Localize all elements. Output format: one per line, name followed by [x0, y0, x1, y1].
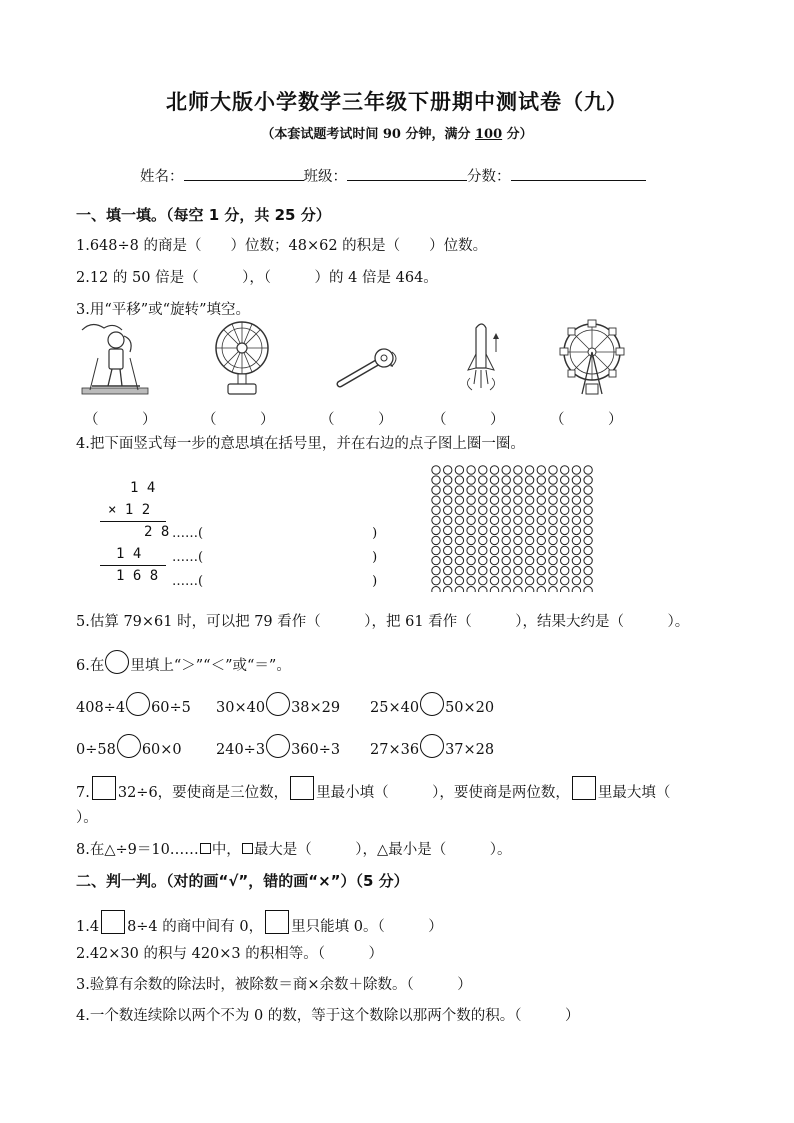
grid-dot[interactable] [549, 566, 557, 574]
grid-dot[interactable] [549, 587, 557, 592]
grid-dot[interactable] [572, 566, 580, 574]
class-label: 班级： [303, 169, 347, 185]
grid-dot[interactable] [537, 516, 545, 524]
grid-dot[interactable] [525, 516, 533, 524]
grid-dot[interactable] [572, 556, 580, 564]
grid-dot[interactable] [490, 476, 498, 484]
rocket-icon [456, 318, 506, 400]
grid-dot[interactable] [455, 587, 463, 592]
grid-dot[interactable] [537, 576, 545, 584]
grid-dot[interactable] [502, 486, 510, 494]
grid-dot[interactable] [444, 516, 452, 524]
grid-dot[interactable] [525, 496, 533, 504]
grid-dot[interactable] [561, 546, 569, 554]
question-1-1: 1.648÷8 的商是（ ）位数；48×62 的积是（ ）位数。 [76, 238, 488, 254]
grid-dot[interactable] [455, 476, 463, 484]
question-1-3: 3.用“平移”或“旋转”填空。 [76, 302, 250, 318]
grid-dot[interactable] [572, 576, 580, 584]
compare-item-5: 240÷3 360÷3 [216, 734, 340, 758]
grid-dot[interactable] [490, 566, 498, 574]
compare-circle-1[interactable] [126, 692, 150, 716]
grid-dot[interactable] [490, 466, 498, 474]
grid-dot[interactable] [467, 536, 475, 544]
grid-dot[interactable] [537, 556, 545, 564]
grid-dot[interactable] [467, 506, 475, 514]
grid-dot[interactable] [525, 466, 533, 474]
vertical-note-1[interactable]: ……( ) [172, 526, 378, 541]
q3-blank-3[interactable]: （ ） [320, 412, 393, 428]
grid-dot[interactable] [537, 526, 545, 534]
compare-item-4: 0÷58 60×0 [76, 734, 182, 758]
grid-dot[interactable] [561, 506, 569, 514]
grid-dot[interactable] [502, 466, 510, 474]
wrench-icon [334, 318, 404, 400]
grid-dot[interactable] [432, 486, 440, 494]
grid-dot[interactable] [514, 556, 522, 564]
grid-dot[interactable] [514, 526, 522, 534]
grid-dot[interactable] [432, 556, 440, 564]
grid-dot[interactable] [549, 476, 557, 484]
grid-dot[interactable] [584, 566, 592, 574]
grid-dot[interactable] [490, 536, 498, 544]
question-1-2: 2.12 的 50 倍是（ ），（ ）的 4 倍是 464。 [76, 270, 438, 286]
grid-dot[interactable] [455, 536, 463, 544]
vertical-row-3: 2 8 [144, 524, 170, 540]
grid-dot[interactable] [490, 546, 498, 554]
grid-dot[interactable] [467, 476, 475, 484]
grid-dot[interactable] [467, 566, 475, 574]
grid-dot[interactable] [549, 496, 557, 504]
grid-dot[interactable] [584, 476, 592, 484]
grid-dot[interactable] [561, 587, 569, 592]
grid-dot[interactable] [525, 587, 533, 592]
grid-dot[interactable] [572, 587, 580, 592]
grid-dot[interactable] [584, 466, 592, 474]
grid-dot[interactable] [561, 536, 569, 544]
grid-dot[interactable] [444, 476, 452, 484]
grid-dot[interactable] [444, 526, 452, 534]
grid-dot[interactable] [479, 506, 487, 514]
grid-dot[interactable] [490, 556, 498, 564]
grid-dot[interactable] [444, 466, 452, 474]
vertical-row-1: 1 4 [130, 480, 156, 496]
grid-dot[interactable] [549, 576, 557, 584]
student-info-row [140, 165, 646, 186]
grid-dot[interactable] [479, 466, 487, 474]
grid-dot[interactable] [514, 506, 522, 514]
grid-dot[interactable] [584, 587, 592, 592]
name-label: 姓名： [140, 169, 184, 185]
q3-blank-5[interactable]: （ ） [550, 412, 623, 428]
q2-1-box-1[interactable] [101, 910, 125, 934]
grid-dot[interactable] [561, 466, 569, 474]
grid-dot[interactable] [584, 496, 592, 504]
grid-dot[interactable] [467, 466, 475, 474]
grid-dot[interactable] [584, 506, 592, 514]
grid-dot[interactable] [572, 466, 580, 474]
grid-dot[interactable] [549, 486, 557, 494]
grid-dot[interactable] [514, 576, 522, 584]
score-label: 分数： [467, 169, 511, 185]
grid-dot[interactable] [444, 536, 452, 544]
grid-dot[interactable] [561, 516, 569, 524]
grid-dot[interactable] [444, 556, 452, 564]
grid-dot[interactable] [525, 566, 533, 574]
grid-dot[interactable] [514, 486, 522, 494]
compare-circle-sample [105, 650, 129, 674]
grid-dot[interactable] [455, 466, 463, 474]
grid-dot[interactable] [490, 526, 498, 534]
grid-dot[interactable] [572, 516, 580, 524]
grid-dot[interactable] [444, 566, 452, 574]
compare-item-2: 30×40 38×29 [216, 692, 340, 716]
grid-dot[interactable] [525, 576, 533, 584]
question-1-5: 5.估算 79×61 时，可以把 79 看作（ ），把 61 看作（ ），结果大约是（ ）。 [76, 614, 690, 630]
grid-dot[interactable] [479, 536, 487, 544]
grid-dot[interactable] [502, 546, 510, 554]
grid-dot[interactable] [467, 486, 475, 494]
grid-dot[interactable] [525, 546, 533, 554]
grid-dot[interactable] [537, 466, 545, 474]
grid-dot[interactable] [490, 576, 498, 584]
grid-dot[interactable] [561, 526, 569, 534]
grid-dot[interactable] [514, 536, 522, 544]
vertical-row-4: 1 4 [116, 546, 142, 562]
grid-dot[interactable] [549, 516, 557, 524]
question-1-7-cont: ）。 [76, 810, 98, 826]
q3-blank-4[interactable]: （ ） [432, 412, 505, 428]
q7-box-1[interactable] [92, 776, 116, 800]
grid-dot[interactable] [502, 506, 510, 514]
grid-dot[interactable] [455, 526, 463, 534]
grid-dot[interactable] [479, 546, 487, 554]
grid-dot[interactable] [502, 566, 510, 574]
vertical-note-3[interactable]: ……( ) [172, 574, 378, 589]
grid-dot[interactable] [502, 587, 510, 592]
grid-dot[interactable] [525, 476, 533, 484]
grid-dot[interactable] [584, 556, 592, 564]
q7-box-3 [572, 776, 596, 800]
grid-dot[interactable] [479, 526, 487, 534]
question-1-6: 6.在 里填上“＞”“＜”或“＝”。 [76, 650, 291, 675]
grid-dot[interactable] [479, 476, 487, 484]
compare-item-6: 27×36 37×28 [370, 734, 494, 758]
grid-dot[interactable] [444, 506, 452, 514]
grid-dot[interactable] [514, 587, 522, 592]
grid-dot[interactable] [537, 546, 545, 554]
question-1-7: 7. 32÷6，要使商是三位数， 里最小填（ ），要使商是两位数， 里最大填（ [76, 776, 670, 802]
grid-dot[interactable] [479, 587, 487, 592]
grid-dot[interactable] [455, 516, 463, 524]
grid-dot[interactable] [549, 526, 557, 534]
grid-dot[interactable] [549, 506, 557, 514]
grid-dot[interactable] [479, 516, 487, 524]
grid-dot[interactable] [432, 476, 440, 484]
grid-dot[interactable] [525, 486, 533, 494]
exam-subtitle: （本套试题考试时间 90 分钟，满分 100 分） [261, 127, 533, 142]
grid-dot[interactable] [444, 496, 452, 504]
section2-heading: 二、判一判。（对的画“√”，错的画“×”）（5 分） [76, 872, 409, 890]
grid-dot[interactable] [432, 516, 440, 524]
grid-dot[interactable] [537, 536, 545, 544]
grid-dot[interactable] [455, 546, 463, 554]
grid-dot[interactable] [549, 536, 557, 544]
grid-dot[interactable] [502, 476, 510, 484]
grid-dot[interactable] [479, 566, 487, 574]
skier-icon [78, 318, 150, 400]
grid-dot[interactable] [490, 506, 498, 514]
grid-dot[interactable] [479, 496, 487, 504]
grid-dot[interactable] [572, 496, 580, 504]
grid-dot[interactable] [514, 546, 522, 554]
grid-dot[interactable] [561, 486, 569, 494]
compare-item-3: 25×40 50×20 [370, 692, 494, 716]
compare-circle-6[interactable] [420, 734, 444, 758]
grid-dot[interactable] [572, 486, 580, 494]
grid-dot[interactable] [502, 526, 510, 534]
grid-dot[interactable] [549, 546, 557, 554]
grid-dot[interactable] [514, 496, 522, 504]
section1-heading: 一、填一填。（每空 1 分，共 25 分） [76, 206, 331, 224]
grid-dot[interactable] [537, 587, 545, 592]
class-field[interactable] [347, 166, 467, 181]
grid-dot[interactable] [572, 536, 580, 544]
grid-dot[interactable] [584, 526, 592, 534]
ferris-wheel-icon [556, 318, 628, 400]
grid-dot[interactable] [432, 496, 440, 504]
q2-1-box-2 [265, 910, 289, 934]
grid-dot[interactable] [432, 506, 440, 514]
grid-dot[interactable] [549, 466, 557, 474]
q3-blank-2[interactable]: （ ） [202, 412, 275, 428]
grid-dot[interactable] [537, 496, 545, 504]
grid-dot[interactable] [561, 566, 569, 574]
grid-dot[interactable] [561, 556, 569, 564]
grid-dot[interactable] [572, 506, 580, 514]
q3-blank-1[interactable]: （ ） [84, 412, 157, 428]
grid-dot[interactable] [584, 536, 592, 544]
grid-dot[interactable] [444, 587, 452, 592]
grid-dot[interactable] [455, 566, 463, 574]
grid-dot[interactable] [561, 476, 569, 484]
grid-dot[interactable] [490, 496, 498, 504]
vertical-note-2[interactable]: ……( ) [172, 550, 378, 565]
grid-dot[interactable] [479, 576, 487, 584]
grid-dot[interactable] [561, 496, 569, 504]
page-title: 北师大版小学数学三年级下册期中测试卷（九） [166, 90, 628, 114]
grid-dot[interactable] [549, 556, 557, 564]
grid-dot[interactable] [525, 526, 533, 534]
grid-dot[interactable] [432, 526, 440, 534]
dot-grid[interactable] [430, 464, 600, 592]
grid-dot[interactable] [502, 556, 510, 564]
grid-dot[interactable] [572, 546, 580, 554]
grid-dot[interactable] [455, 556, 463, 564]
grid-dot[interactable] [502, 536, 510, 544]
grid-dot[interactable] [490, 486, 498, 494]
question-2-3: 3.验算有余数的除法时，被除数＝商×余数＋除数。（ ） [76, 977, 472, 993]
grid-dot[interactable] [584, 576, 592, 584]
grid-dot[interactable] [444, 546, 452, 554]
grid-dot[interactable] [467, 587, 475, 592]
compare-circle-4[interactable] [117, 734, 141, 758]
question-2-2: 2.42×30 的积与 420×3 的积相等。（ ） [76, 946, 384, 962]
grid-dot[interactable] [479, 486, 487, 494]
compare-circle-3[interactable] [420, 692, 444, 716]
grid-dot[interactable] [490, 587, 498, 592]
grid-dot[interactable] [537, 486, 545, 494]
question-2-4: 4.一个数连续除以两个不为 0 的数，等于这个数除以那两个数的积。（ ） [76, 1008, 580, 1024]
grid-dot[interactable] [561, 576, 569, 584]
grid-dot[interactable] [584, 546, 592, 554]
grid-dot[interactable] [467, 556, 475, 564]
grid-dot[interactable] [514, 566, 522, 574]
grid-dot[interactable] [584, 516, 592, 524]
grid-dot[interactable] [444, 576, 452, 584]
grid-dot[interactable] [444, 486, 452, 494]
grid-dot[interactable] [502, 576, 510, 584]
compare-circle-2[interactable] [266, 692, 290, 716]
fan-icon [210, 318, 276, 400]
grid-dot[interactable] [467, 576, 475, 584]
vertical-rule-1 [100, 521, 166, 522]
grid-dot[interactable] [502, 496, 510, 504]
grid-dot[interactable] [432, 466, 440, 474]
grid-dot[interactable] [432, 546, 440, 554]
grid-dot[interactable] [455, 486, 463, 494]
score-field[interactable] [511, 166, 646, 181]
grid-dot[interactable] [514, 466, 522, 474]
grid-dot[interactable] [432, 566, 440, 574]
grid-dot[interactable] [432, 576, 440, 584]
grid-dot[interactable] [525, 506, 533, 514]
grid-dot[interactable] [537, 566, 545, 574]
compare-circle-5[interactable] [266, 734, 290, 758]
question-1-4: 4.把下面竖式每一步的意思填在括号里，并在右边的点子图上圈一圈。 [76, 436, 525, 452]
grid-dot[interactable] [525, 556, 533, 564]
grid-dot[interactable] [467, 516, 475, 524]
grid-dot[interactable] [455, 576, 463, 584]
grid-dot[interactable] [525, 536, 533, 544]
grid-dot[interactable] [502, 516, 510, 524]
grid-dot[interactable] [514, 476, 522, 484]
grid-dot[interactable] [572, 526, 580, 534]
vertical-rule-2 [100, 565, 166, 566]
grid-dot[interactable] [479, 556, 487, 564]
grid-dot[interactable] [572, 476, 580, 484]
vertical-row-2: × 1 2 [108, 502, 151, 518]
q8-box-2 [242, 843, 253, 854]
grid-dot[interactable] [584, 486, 592, 494]
q8-box-1 [200, 843, 211, 854]
grid-dot[interactable] [467, 526, 475, 534]
q7-box-2 [290, 776, 314, 800]
question-2-1: 1.4 8÷4 的商中间有 0， 里只能填 0。（ ） [76, 910, 443, 936]
grid-dot[interactable] [432, 536, 440, 544]
compare-item-1: 408÷4 60÷5 [76, 692, 191, 716]
grid-dot[interactable] [432, 587, 440, 592]
grid-dot[interactable] [467, 546, 475, 554]
grid-dot[interactable] [467, 496, 475, 504]
name-field[interactable] [184, 166, 304, 181]
question-1-8: 8.在△÷9＝10…… 中， 最大是（ ），△最小是（ ）。 [76, 842, 512, 858]
grid-dot[interactable] [514, 516, 522, 524]
grid-dot[interactable] [455, 496, 463, 504]
vertical-row-5: 1 6 8 [116, 568, 159, 584]
grid-dot[interactable] [537, 476, 545, 484]
grid-dot[interactable] [537, 506, 545, 514]
grid-dot[interactable] [490, 516, 498, 524]
grid-dot[interactable] [455, 506, 463, 514]
